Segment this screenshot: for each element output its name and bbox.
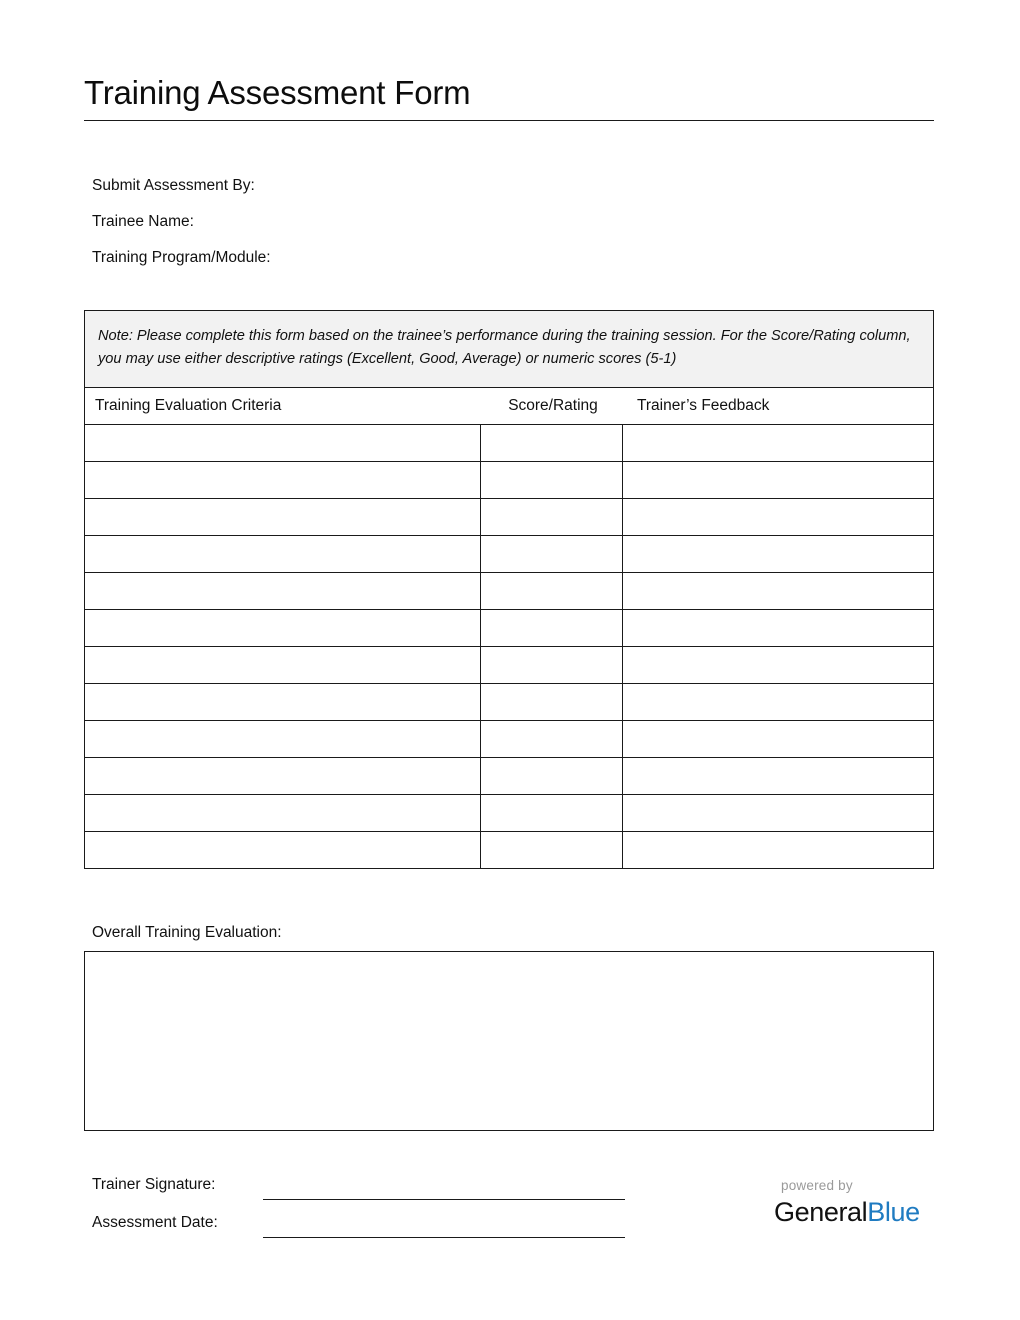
cell-trainer-feedback[interactable] [623, 573, 933, 609]
evaluation-table [84, 310, 934, 869]
cell-score-rating[interactable] [481, 499, 623, 535]
cell-score-rating[interactable] [481, 758, 623, 794]
table-row [85, 795, 933, 832]
cell-criteria[interactable] [85, 832, 481, 868]
cell-criteria[interactable] [85, 573, 481, 609]
table-row [85, 647, 933, 684]
cell-trainer-feedback[interactable] [623, 499, 933, 535]
note-text: Note: Please complete this form based on the trainee’s performance during the training session. For the Score/Rating column, you may use either descriptive ratings (Excellent, Good, Average) or numeric scores (5-1) [85, 311, 933, 388]
cell-trainer-feedback[interactable] [623, 721, 933, 757]
cell-trainer-feedback[interactable] [623, 647, 933, 683]
generalblue-logo [774, 1178, 944, 1228]
cell-score-rating[interactable] [481, 647, 623, 683]
overall-evaluation-box[interactable] [84, 951, 934, 1131]
table-header-row [85, 388, 933, 425]
field-training-program-module: Training Program/Module: [92, 249, 271, 266]
cell-criteria[interactable] [85, 462, 481, 498]
title-block [84, 72, 934, 121]
cell-score-rating[interactable] [481, 684, 623, 720]
signature-area [92, 1172, 652, 1248]
brand-wordmark [774, 1196, 944, 1228]
cell-criteria[interactable] [85, 425, 481, 461]
trainer-signature-row [92, 1172, 652, 1210]
cell-trainer-feedback[interactable] [623, 462, 933, 498]
cell-score-rating[interactable] [481, 795, 623, 831]
cell-criteria[interactable] [85, 721, 481, 757]
cell-criteria[interactable] [85, 758, 481, 794]
field-submit-assessment-by: Submit Assessment By: [92, 177, 255, 194]
table-body [85, 425, 933, 868]
cell-trainer-feedback[interactable] [623, 795, 933, 831]
cell-score-rating[interactable] [481, 462, 623, 498]
field-trainee-name: Trainee Name: [92, 213, 194, 230]
table-row [85, 758, 933, 795]
page-title: Training Assessment Form [84, 74, 471, 111]
cell-trainer-feedback[interactable] [623, 758, 933, 794]
table-row [85, 684, 933, 721]
overall-evaluation-label: Overall Training Evaluation: [92, 924, 282, 941]
table-row [85, 425, 933, 462]
cell-score-rating[interactable] [481, 832, 623, 868]
trainer-signature-label: Trainer Signature: [92, 1176, 216, 1193]
table-row [85, 499, 933, 536]
table-row [85, 721, 933, 758]
table-row [85, 610, 933, 647]
cell-score-rating[interactable] [481, 536, 623, 572]
column-header-criteria: Training Evaluation Criteria [95, 397, 282, 414]
table-row [85, 573, 933, 610]
brand-blue-text: Blue [867, 1197, 920, 1227]
table-row [85, 536, 933, 573]
title-divider [84, 120, 934, 121]
assessment-date-row [92, 1210, 652, 1248]
table-row [85, 462, 933, 499]
powered-by-label: powered by [781, 1178, 853, 1193]
cell-criteria[interactable] [85, 795, 481, 831]
brand-general-text: General [774, 1197, 868, 1227]
cell-criteria[interactable] [85, 536, 481, 572]
cell-criteria[interactable] [85, 610, 481, 646]
cell-trainer-feedback[interactable] [623, 684, 933, 720]
cell-trainer-feedback[interactable] [623, 425, 933, 461]
cell-criteria[interactable] [85, 499, 481, 535]
cell-trainer-feedback[interactable] [623, 610, 933, 646]
cell-criteria[interactable] [85, 647, 481, 683]
cell-score-rating[interactable] [481, 425, 623, 461]
column-header-trainer-feedback: Trainer’s Feedback [637, 397, 770, 414]
cell-score-rating[interactable] [481, 721, 623, 757]
cell-criteria[interactable] [85, 684, 481, 720]
cell-trainer-feedback[interactable] [623, 536, 933, 572]
cell-trainer-feedback[interactable] [623, 832, 933, 868]
column-header-score-rating: Score/Rating [508, 397, 598, 414]
trainer-signature-line[interactable] [263, 1199, 625, 1200]
assessment-date-line[interactable] [263, 1237, 625, 1238]
cell-score-rating[interactable] [481, 610, 623, 646]
table-row [85, 832, 933, 868]
cell-score-rating[interactable] [481, 573, 623, 609]
meta-fields [92, 176, 792, 284]
assessment-date-label: Assessment Date: [92, 1214, 218, 1231]
